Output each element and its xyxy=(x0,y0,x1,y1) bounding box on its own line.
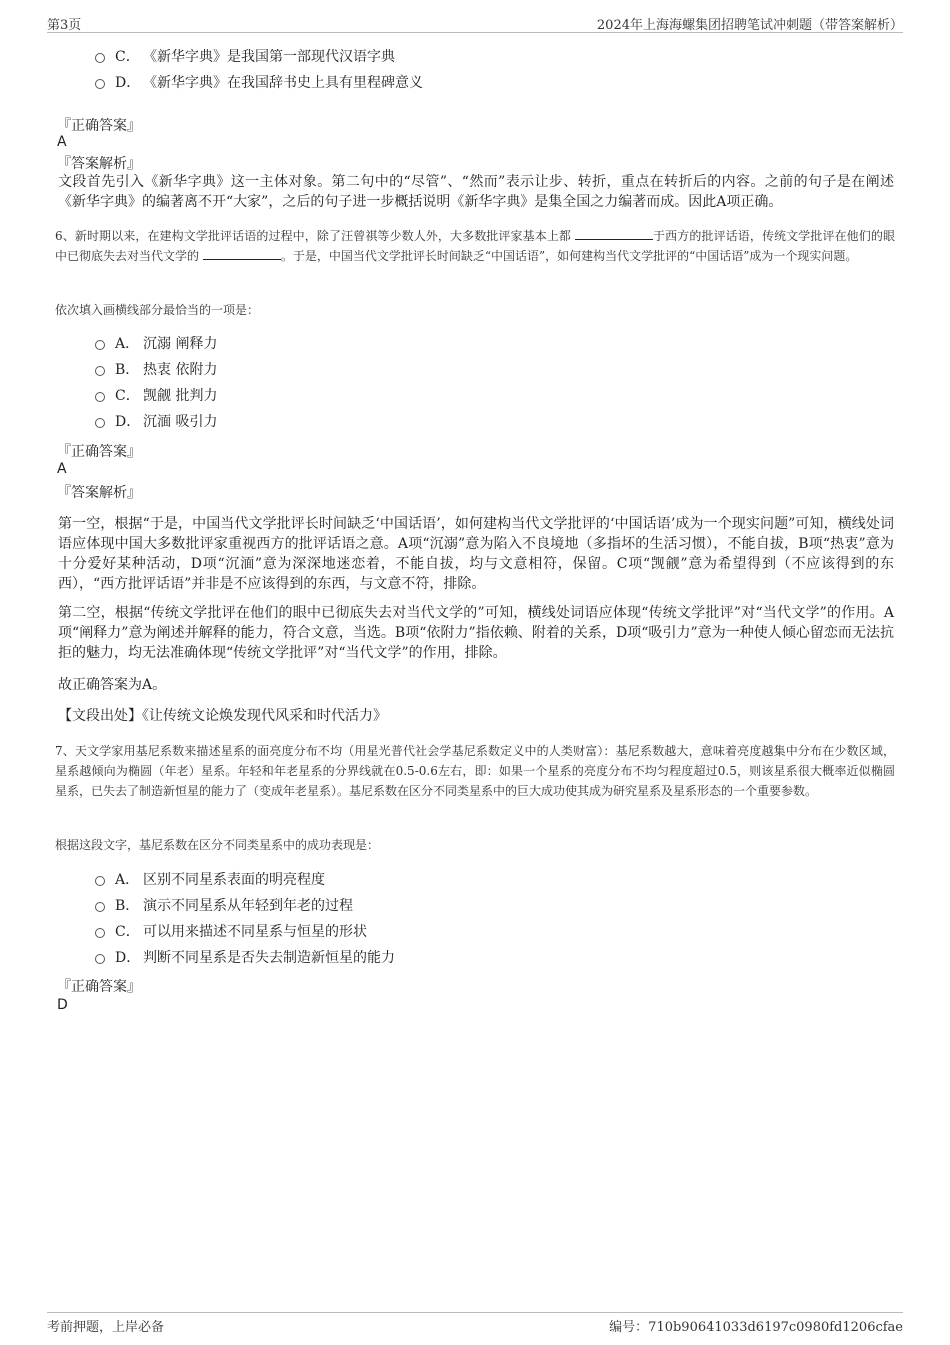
q6-prompt: 依次填入画横线部分最恰当的一项是： xyxy=(55,303,260,317)
q7-option-a[interactable]: A． 区别不同星系表面的明亮程度 xyxy=(95,869,325,891)
radio-icon[interactable] xyxy=(95,902,105,912)
document-id: 编号：710b90641033d6197c0980fd1206cfae xyxy=(609,1320,903,1335)
blank-line xyxy=(203,247,281,260)
q5-analysis: 文段首先引入《新华字典》这一主体对象。第二句中的“尽管”、“然而”表示让步、转折，重点在转折后的内容。之前的句子是在阐述《新华字典》的编著离不开“大家”，之后的句子进一步概括说明《新华字典》是集全国之力编著而成。因此A项正确。 xyxy=(58,174,894,210)
q5-option-d[interactable]: D． 《新华字典》在我国辞书史上具有里程碑意义 xyxy=(95,72,423,94)
document-title: 2024年上海海螺集团招聘笔试冲刺题（带答案解析） xyxy=(596,18,903,33)
q5-answer: A xyxy=(57,134,67,150)
q5-option-c[interactable]: C． 《新华字典》是我国第一部现代汉语字典 xyxy=(95,46,395,68)
radio-icon[interactable] xyxy=(95,418,105,428)
q6-option-b[interactable]: B． 热衷 依附力 xyxy=(95,359,217,381)
q6-analysis-paragraph-1: 第一空，根据“于是，中国当代文学批评长时间缺乏‘中国话语’，如何建构当代文学批评的‘中国话语’成为一个现实问题”可知，横线处词语应体现中国大多数批评家重视西方的批评话语之意。A项“沉溺”意为陷入不良境地（多指坏的生活习惯），不能自拔，B项“热衷”意为十分爱好某种活动，D项“沉湎”意为深深地迷恋着，不能自拔，均与文意相符，保留。C项“觊觎”意为希望得到（不应该得到的东西），“西方批评话语”并非是不应该得到的东西，与文意不符，排除。 xyxy=(58,516,894,592)
q6-stem: 6、新时期以来，在建构文学批评话语的过程中，除了汪曾祺等少数人外，大多数批评家基本上都 于西方的批评话语，传统文学批评在他们的眼中已彻底失去对当代文学的 。于是，中国当代文学批评长时间缺乏“中国话语”，如何建构当代文学批评的“中国话语”成为一个现实问题。 xyxy=(55,229,895,263)
radio-icon[interactable] xyxy=(95,79,105,89)
q6-analysis-label: 『答案解析』 xyxy=(57,485,141,501)
q7-stem: 7、天文学家用基尼系数来描述星系的面亮度分布不均（用星光普代社会学基尼系数定义中的人类财富）：基尼系数越大，意味着亮度越集中分布在少数区域，星系越倾向为椭圆（年老）星系。年轻和年老星系的分界线就在0.5-0.6左右，即：如果一个星系的亮度分布不均匀程度超过0.5，则该星系很大概率近似椭圆星系，已失去了制造新恒星的能力了（变成年老星系）。基尼系数在区分不同类星系中的巨大成功使其成为研究星系及星系形态的一个重要参数。 xyxy=(55,744,895,798)
page-number: 第3页 xyxy=(47,18,82,33)
radio-icon[interactable] xyxy=(95,954,105,964)
q7-option-d[interactable]: D． 判断不同星系是否失去制造新恒星的能力 xyxy=(95,947,395,969)
q6-analysis-paragraph-2: 第二空，根据“传统文学批评在他们的眼中已彻底失去对当代文学的”可知，横线处词语应体现“传统文学批评”对“当代文学”的作用。A项“阐释力”意为阐述并解释的能力，符合文意，当选。B项“依附力”指依赖、附着的关系，D项“吸引力”意为一种使人倾心留恋而无法抗拒的魅力，均无法准确体现“传统文学批评”对“当代文学”的作用，排除。 xyxy=(58,605,894,661)
q6-option-a[interactable]: A． 沉溺 阐释力 xyxy=(95,333,217,355)
radio-icon[interactable] xyxy=(95,366,105,376)
radio-icon[interactable] xyxy=(95,340,105,350)
blank-line xyxy=(575,227,653,240)
q6-conclusion: 故正确答案为A。 xyxy=(58,677,167,693)
radio-icon[interactable] xyxy=(95,53,105,63)
q5-answer-label: 『正确答案』 xyxy=(57,118,141,134)
radio-icon[interactable] xyxy=(95,876,105,886)
footer-slogan: 考前押题，上岸必备 xyxy=(47,1320,165,1335)
q7-answer-label: 『正确答案』 xyxy=(57,979,141,995)
q7-option-b[interactable]: B． 演示不同星系从年轻到年老的过程 xyxy=(95,895,353,917)
q6-option-c[interactable]: C． 觊觎 批判力 xyxy=(95,385,217,407)
q7-option-c[interactable]: C． 可以用来描述不同星系与恒星的形状 xyxy=(95,921,367,943)
q7-answer: D xyxy=(57,997,68,1013)
page-header xyxy=(47,12,903,33)
radio-icon[interactable] xyxy=(95,392,105,402)
q7-prompt: 根据这段文字，基尼系数在区分不同类星系中的成功表现是： xyxy=(55,838,380,852)
q6-answer-label: 『正确答案』 xyxy=(57,444,141,460)
page-footer xyxy=(47,1312,903,1337)
q6-answer: A xyxy=(57,461,67,477)
q6-source: 【文段出处】《让传统文论焕发现代风采和时代活力》 xyxy=(58,708,387,724)
q6-option-d[interactable]: D． 沉湎 吸引力 xyxy=(95,411,217,433)
q5-analysis-label: 『答案解析』 xyxy=(57,156,141,172)
radio-icon[interactable] xyxy=(95,928,105,938)
